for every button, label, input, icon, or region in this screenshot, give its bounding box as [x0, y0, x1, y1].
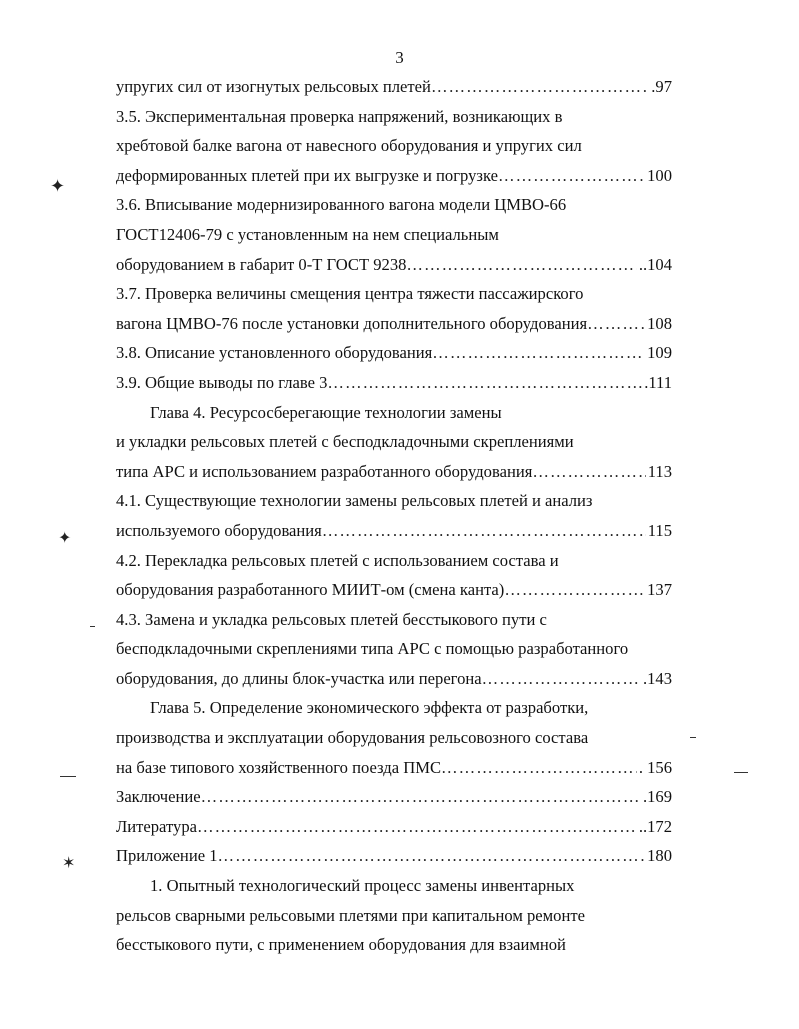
toc-leader-dots [406, 250, 636, 280]
toc-line-text: 3.8. Описание установленного оборудования [116, 343, 433, 363]
toc-line [116, 605, 672, 635]
scan-speck: ✦ [50, 176, 66, 197]
toc-line-text: Глава 5. Определение экономического эффекта от разработки, [150, 698, 589, 718]
toc-line-text: 3.7. Проверка величины смещения центра тяжести пассажирского [116, 284, 584, 304]
toc-line [116, 871, 672, 901]
scan-speck: ✶ [62, 853, 76, 872]
toc-line-text: производства и эксплуатации оборудования рельсовозного состава [116, 728, 589, 748]
toc-line [116, 486, 672, 516]
toc-line-text: бесподкладочными скреплениями типа АРС с помощью разработанного [116, 639, 629, 659]
toc-leader-dots [201, 782, 641, 812]
toc-page-number: . 156 [638, 757, 672, 777]
toc-line [116, 753, 672, 783]
toc-leader-dots [432, 338, 645, 368]
toc-leader-dots [498, 161, 645, 191]
toc-leader-dots [504, 575, 645, 605]
toc-leader-dots [218, 841, 646, 871]
toc-line [116, 279, 672, 309]
toc-page-number: 113 [647, 461, 672, 481]
toc-line [116, 427, 672, 457]
scan-mark [690, 737, 696, 738]
toc-page-number: 137 [647, 580, 672, 600]
toc-line-text: Приложение 1 [116, 846, 218, 866]
toc-line-text: оборудования, до длины блок-участка или перегона [116, 668, 482, 688]
toc-page-number: 108 [647, 313, 672, 333]
toc-line-text: оборудованием в габарит 0-Т ГОСТ 9238 [116, 254, 407, 274]
toc-page-number: .111 [644, 372, 672, 392]
toc-leader-dots [431, 72, 649, 102]
toc-line [116, 693, 672, 723]
toc-line [116, 161, 672, 191]
toc-line-text: ГОСТ12406-79 с установленным на нем специальным [116, 224, 499, 244]
toc-line-text: 4.1. Существующие технологии замены рельсовых плетей и анализ [116, 491, 593, 511]
toc-leader-dots [441, 753, 637, 783]
toc-line [116, 930, 672, 960]
toc-line-text: вагона ЦМВО-76 после установки дополнительного оборудования [116, 313, 588, 333]
toc-page-number: 115 [647, 520, 672, 540]
scan-speck: ✦ [58, 528, 72, 547]
toc-line-text: рельсов сварными рельсовыми плетями при капитальном ремонте [116, 905, 585, 925]
toc-page-number: ..172 [638, 816, 672, 836]
toc-page-number: 180 [647, 846, 672, 866]
page-number: 3 [395, 48, 404, 67]
toc-line-text: используемого оборудования [116, 520, 322, 540]
toc-line [116, 723, 672, 753]
toc-leader-dots [587, 309, 645, 339]
toc-line [116, 634, 672, 664]
toc-line-text: и укладки рельсовых плетей с бесподкладочными скреплениями [116, 432, 574, 452]
toc-line [116, 841, 672, 871]
toc-line-text: 3.5. Экспериментальная проверка напряжений, возникающих в [116, 106, 563, 126]
toc-line-text: на базе типового хозяйственного поезда ПМС [116, 757, 442, 777]
toc-line [116, 782, 672, 812]
toc-line [116, 457, 672, 487]
toc-line [116, 338, 672, 368]
toc-line-text: Заключение [116, 787, 201, 807]
toc-line-text: 4.2. Перекладка рельсовых плетей с использованием состава и [116, 550, 559, 570]
toc-line [116, 546, 672, 576]
toc-line [116, 812, 672, 842]
toc-line [116, 190, 672, 220]
toc-line-text: хребтовой балке вагона от навесного оборудования и упругих сил [116, 136, 582, 156]
scan-mark [734, 772, 748, 773]
toc-line-text: 3.9. Общие выводы по главе 3 [116, 372, 328, 392]
toc-leader-dots [197, 812, 637, 842]
toc-line [116, 102, 672, 132]
toc-line [116, 220, 672, 250]
toc-line [116, 131, 672, 161]
toc-line-text: Глава 4. Ресурсосберегающие технологии замены [150, 402, 502, 422]
toc-line-text: 3.6. Вписывание модернизированного вагона модели ЦМВО-66 [116, 195, 567, 215]
scan-mark [90, 626, 95, 627]
toc-page-number: .169 [642, 787, 672, 807]
toc-leader-dots [322, 516, 646, 546]
toc-leader-dots [327, 368, 642, 398]
toc-page-number: .97 [651, 77, 672, 96]
toc-page-number: ..104 [638, 254, 672, 274]
scan-mark [60, 776, 76, 777]
toc-line [116, 516, 672, 546]
toc-page-number: .143 [642, 668, 672, 688]
toc-line [116, 250, 672, 280]
toc-line-text: 1. Опытный технологический процесс замены инвентарных [150, 876, 575, 896]
toc-line [116, 309, 672, 339]
toc-line [116, 664, 672, 694]
toc-line [116, 368, 672, 398]
toc-page-number: 109 [647, 343, 672, 363]
toc-line-text: оборудования разработанного МИИТ-ом (смена канта) [116, 580, 505, 600]
toc-line-text: типа АРС и использованием разработанного оборудования [116, 461, 533, 481]
toc-line [116, 901, 672, 931]
toc-line-text: Литература [116, 816, 197, 836]
toc-leader-dots [482, 664, 641, 694]
toc-line-text: бесстыкового пути, с применением оборудования для взаимной [116, 935, 566, 955]
table-of-contents [116, 72, 672, 960]
toc-line-text: упругих сил от изогнутых рельсовых плетей [116, 77, 431, 96]
toc-line [116, 72, 672, 102]
toc-page-number: 100 [647, 165, 672, 185]
toc-line [116, 575, 672, 605]
toc-line [116, 398, 672, 428]
toc-line-text: деформированных плетей при их выгрузке и погрузке [116, 165, 498, 185]
toc-line-text: 4.3. Замена и укладка рельсовых плетей бесстыкового пути с [116, 609, 547, 629]
toc-leader-dots [532, 457, 645, 487]
